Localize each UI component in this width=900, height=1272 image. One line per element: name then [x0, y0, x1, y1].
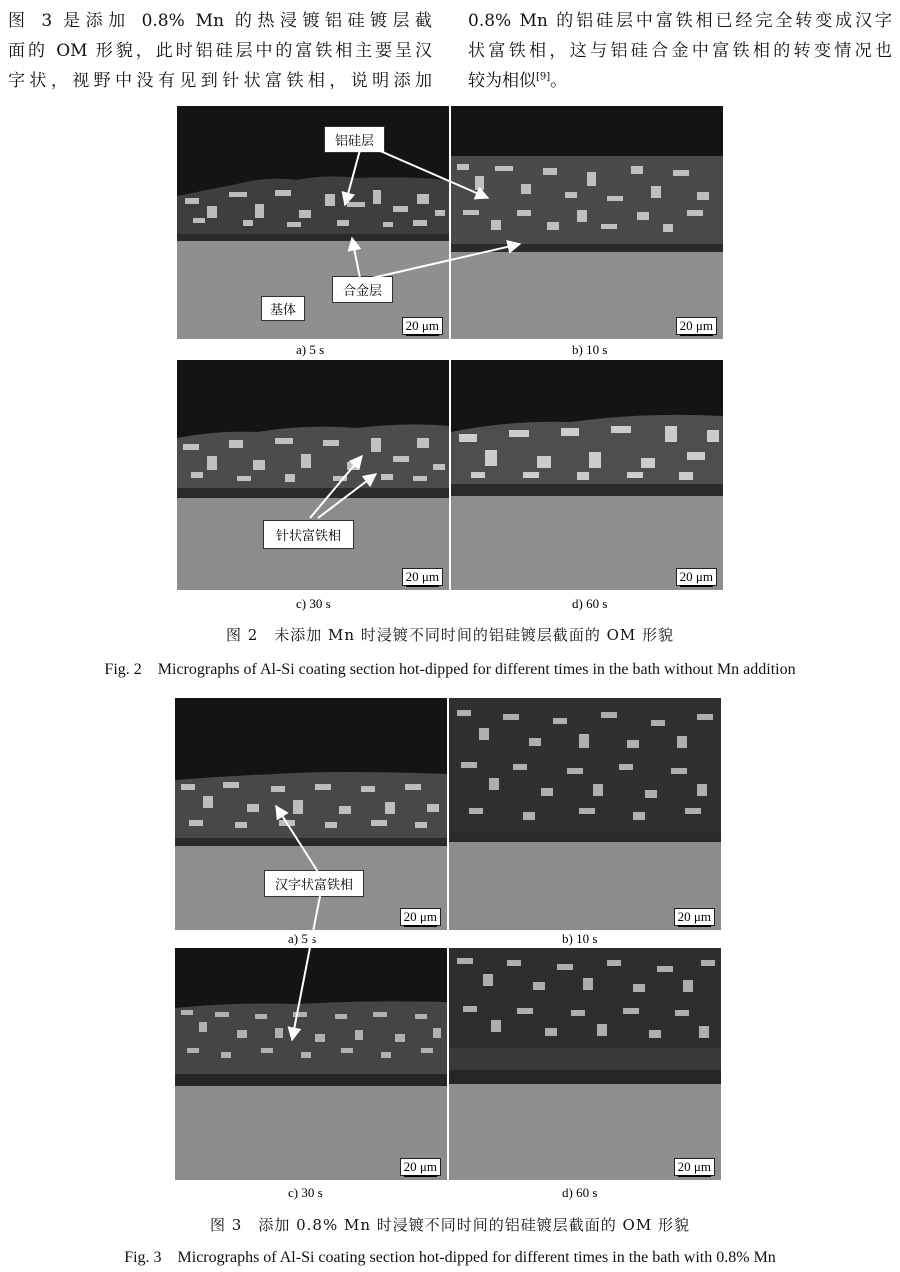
micrograph-image — [451, 106, 723, 339]
label-alloy-layer: 合金层 — [332, 276, 393, 303]
reference-marker: [9] — [536, 71, 551, 83]
micrograph-image — [177, 106, 449, 339]
micrograph-fig2-b — [451, 106, 723, 339]
subfigure-caption: a) 5 s — [288, 931, 317, 946]
text-fragment: 较为相似 — [468, 71, 536, 91]
micrograph-image — [449, 948, 721, 1180]
label-substrate: 基体 — [261, 296, 305, 321]
figure-caption-cn: 图 2 未添加 Mn 时浸镀不同时间的铝硅镀层截面的 OM 形貌 — [225, 626, 675, 644]
text-fragment: 。 — [550, 71, 568, 91]
text-line: 状富铁相，这与铝硅合金中富铁相的转变情况也 — [468, 41, 892, 61]
paragraph-left-column — [8, 6, 432, 96]
scale-bar: 20 μm — [402, 568, 443, 586]
subfigure-caption: b) 10 s — [572, 342, 608, 357]
micrograph-image — [451, 360, 723, 590]
scale-bar: 20 μm — [402, 317, 443, 335]
micrograph-fig3-c — [175, 948, 447, 1180]
subfigure-caption: d) 60 s — [572, 596, 608, 611]
micrograph-fig2-a — [177, 106, 449, 339]
micrograph-image — [175, 948, 447, 1180]
scale-bar: 20 μm — [400, 908, 441, 926]
micrograph-fig3-d — [449, 948, 721, 1180]
scale-bar: 20 μm — [674, 1158, 715, 1176]
text-line: 0.8% Mn 的铝硅层中富铁相已经完全转变成汉字 — [468, 11, 892, 31]
scale-bar: 20 μm — [676, 317, 717, 335]
micrograph-image — [449, 698, 721, 930]
figure-caption-en: Fig. 2 Micrographs of Al-Si coating section hot-dipped for different times in the bath without Mn addition — [104, 661, 796, 678]
scale-bar: 20 μm — [676, 568, 717, 586]
scale-bar: 20 μm — [674, 908, 715, 926]
label-needle-phase: 针状富铁相 — [263, 520, 354, 549]
text-line: 图 3 是添加 0.8% Mn 的热浸镀铝硅镀层截 — [8, 11, 432, 31]
paragraph-right-column — [468, 6, 892, 96]
micrograph-fig2-d — [451, 360, 723, 590]
subfigure-caption: d) 60 s — [562, 1185, 598, 1200]
micrograph-fig3-b — [449, 698, 721, 930]
subfigure-caption: c) 30 s — [296, 596, 331, 611]
figure-caption-cn: 图 3 添加 0.8% Mn 时浸镀不同时间的铝硅镀层截面的 OM 形貌 — [210, 1216, 690, 1234]
text-line: 字状，视野中没有见到针状富铁相，说明添加 — [8, 71, 432, 91]
figure-caption-en: Fig. 3 Micrographs of Al-Si coating section hot-dipped for different times in the bath with 0.8% Mn — [124, 1249, 776, 1266]
scale-bar: 20 μm — [400, 1158, 441, 1176]
label-alsi-layer: 铝硅层 — [324, 126, 385, 153]
text-line: 面的 OM 形貌，此时铝硅层中的富铁相主要呈汉 — [8, 41, 432, 61]
subfigure-caption: c) 30 s — [288, 1185, 323, 1200]
text-line-last — [468, 66, 892, 96]
micrograph-fig2-c — [177, 360, 449, 590]
subfigure-caption: b) 10 s — [562, 931, 598, 946]
label-chinese-char-phase: 汉字状富铁相 — [264, 870, 364, 897]
subfigure-caption: a) 5 s — [296, 342, 325, 357]
micrograph-image — [177, 360, 449, 590]
